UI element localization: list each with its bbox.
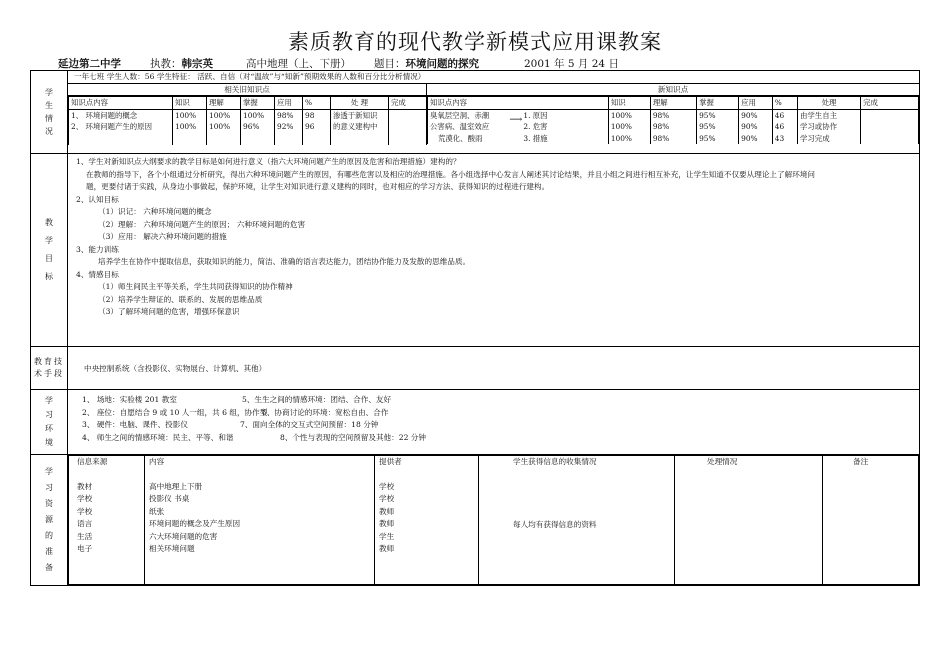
resources-content xyxy=(68,455,920,586)
resources-section xyxy=(31,455,920,586)
env-item: 5、生生之间的情感环境：团结、合作、友好 xyxy=(242,395,392,404)
old-row: 1、 环境问题的概念 100% 100% 100% 98% 98 渗透于新知识 xyxy=(69,109,427,121)
resource-content: 纸张 xyxy=(149,506,165,516)
resource-provider: 学校 xyxy=(379,481,395,491)
resources-col-handling: 处理情况 xyxy=(675,456,823,585)
objective-heading: 4、情感目标 xyxy=(76,269,119,279)
media-content xyxy=(68,347,920,390)
resource-content: 高中地理上下册 xyxy=(149,481,203,491)
resource-content: 环境问题的概念及产生原因 xyxy=(149,519,241,528)
resource-content: 六大环境问题的危害 xyxy=(149,531,218,541)
resources-col-collection: 学生获得信息的收集情况 每人均有获得信息的资料 xyxy=(479,456,675,585)
section-label-media: 教育技术手段 xyxy=(31,347,68,390)
student-intro: 一年七班 学生人数：56 学生特征： 活跃、自信（对“温故”与“知新”预期效果的人数和百分比分析情况） xyxy=(68,71,919,84)
textbook: 高中地理（上、下册） xyxy=(246,58,351,70)
env-item: 6、协商讨论的环境：宽松自由、合作 xyxy=(262,407,389,417)
new-row: 臭氧层空洞、赤潮 1. 原因 100% 98% 95% 90% 46 由学生自主 xyxy=(428,109,919,121)
resources-col-source: 信息来源 教材 学校 学校 语言 生活 电子 xyxy=(69,456,145,585)
env-item: 2、 座位：自愿结合 9 或 10 人一组，共 6 组，协作型 xyxy=(82,407,268,417)
new-row: 公害病、温室效应 ⟶ 2. 危害 100% 98% 95% 90% 46 学习或协作 xyxy=(428,121,919,133)
objectives-content xyxy=(68,154,920,347)
objectives-section xyxy=(31,154,920,347)
section-label-environment: 学习环境 xyxy=(31,390,68,455)
objective-text: 1、学生对新知识点大纲要求的教学目标是如何进行意义（指六大环境问题产生的原因及危害和治理措施）建构的？ xyxy=(76,157,461,166)
old-row: 2、 环境问题产生的原因 100% 100% 96% 92% 96 的意义建构中 xyxy=(69,121,427,133)
env-item: 7、面向全体的交互式空间预留：18 分钟 xyxy=(240,420,379,429)
resource-source: 教材 xyxy=(77,481,93,491)
objective-heading: 3、能力训练 xyxy=(76,244,119,254)
old-knowledge-table xyxy=(68,96,427,145)
new-knowledge-table xyxy=(427,96,919,144)
section-label-resources: 学习资源的准备 xyxy=(31,455,68,586)
new-header-row: 知识点内容 知识 理解 掌握 应用 % 处理 完成 xyxy=(428,97,919,110)
section-label-objectives: 教学目标 xyxy=(31,154,68,347)
objective-text: 在教师的指导下，各个小组通过分析研究，得出六种环境问题产生的原因，有哪些危害以及相应的治理措施。各小组选择中心发言人阐述其讨论结果，并且小组之间进行相互补充，让学生知道不仅要从理论上了解环境问 xyxy=(86,169,815,179)
topic-info: 题目：环境问题的探究 xyxy=(374,58,479,70)
objective-heading: 2、认知目标 xyxy=(76,194,119,204)
student-content xyxy=(68,71,920,154)
objective-text: （1）识记： 六种环境问题的概念 xyxy=(98,207,212,216)
lesson-date: 2001 年 5 月 24 日 xyxy=(524,58,619,70)
env-item: 3、 硬件：电脑、课件、投影仪 xyxy=(82,420,188,429)
objective-text: 题，更要付诸于实践，从身边小事做起，保护环境，让学生对知识进行意义建构的同时，也对相应的学习方法、获得知识的过程进行建构。 xyxy=(86,182,550,191)
student-section xyxy=(31,71,920,154)
lesson-plan-table xyxy=(30,70,920,586)
resource-source: 语言 xyxy=(77,519,93,528)
objective-text: （3）了解环境问题的危害，增强环保意识 xyxy=(98,307,240,316)
resource-provider: 教师 xyxy=(379,506,395,516)
objective-text: （1）师生间民主平等关系，学生共同获得知识的协作精神 xyxy=(98,282,293,291)
resources-col-provider: 提供者 学校 学校 教师 教师 学生 教师 xyxy=(375,456,479,585)
new-knowledge-title: 新知识点 xyxy=(427,84,919,97)
media-section xyxy=(31,347,920,390)
arrow-icon: ⟶ xyxy=(509,115,523,125)
environment-content xyxy=(68,390,920,455)
new-topic-label: 3. 措施 xyxy=(523,133,548,143)
objective-text: （2）培养学生辩证的、联系的、发展的思维品质 xyxy=(98,294,263,304)
new-topic-label: 2. 危害 xyxy=(523,122,548,131)
resource-provider: 教师 xyxy=(379,519,395,528)
old-header-row: 知识点内容 知识 理解 掌握 应用 % 处 理 完成 xyxy=(69,97,427,110)
objective-text: 培养学生在协作中提取信息，获取知识的能力，简洁、准确的语言表达能力，团结协作能力及发散的思维品质。 xyxy=(98,257,471,266)
resources-col-content: 内容 高中地理上下册 投影仪 书桌 纸张 环境问题的概念及产生原因 六大环境问题的危害 相关环境问题 xyxy=(145,456,375,585)
resource-provider: 学校 xyxy=(379,494,395,503)
resource-source: 生活 xyxy=(77,531,93,541)
resource-source: 电子 xyxy=(77,544,93,553)
resource-source: 学校 xyxy=(77,506,93,516)
resource-provider: 学生 xyxy=(379,531,395,541)
environment-section xyxy=(31,390,920,455)
media-text: 中央控制系统（含投影仪、实物展台、计算机、其他） xyxy=(84,363,267,373)
env-item: 8、个性与表现的空间预留及其他：22 分钟 xyxy=(280,432,426,442)
env-item: 4、 师生之间的情感环境：民主、平等、和谐 xyxy=(82,432,234,442)
objective-text: （3）应用： 解决六种环境问题的措施 xyxy=(98,232,227,241)
objective-text: （2）理解： 六种环境问题产生的原因； 六种环境问题的危害 xyxy=(98,219,306,229)
resource-collection: 每人均有获得信息的资料 xyxy=(513,519,597,529)
resources-table xyxy=(68,455,919,585)
new-row: 荒漠化、酸雨 3. 措施 100% 98% 95% 90% 43 学习完成 xyxy=(428,133,919,145)
teacher-info: 执教：韩宗英 xyxy=(150,58,213,70)
school-name: 延边第二中学 xyxy=(58,58,121,70)
resource-content: 投影仪 书桌 xyxy=(149,494,190,503)
old-knowledge-title: 相关旧知识点 xyxy=(68,84,426,97)
resources-col-notes: 备注 xyxy=(823,456,919,585)
section-label-student: 学生情况 xyxy=(31,71,68,154)
new-topic-label: 1. 原因 xyxy=(523,110,548,120)
resource-content: 相关环境问题 xyxy=(149,544,195,553)
page-title: 素质教育的现代教学新模式应用课教案 xyxy=(288,30,662,54)
env-item: 1、 场地：实验楼 201 教室 xyxy=(82,395,177,404)
resource-source: 学校 xyxy=(77,494,93,503)
resource-provider: 教师 xyxy=(379,544,395,553)
